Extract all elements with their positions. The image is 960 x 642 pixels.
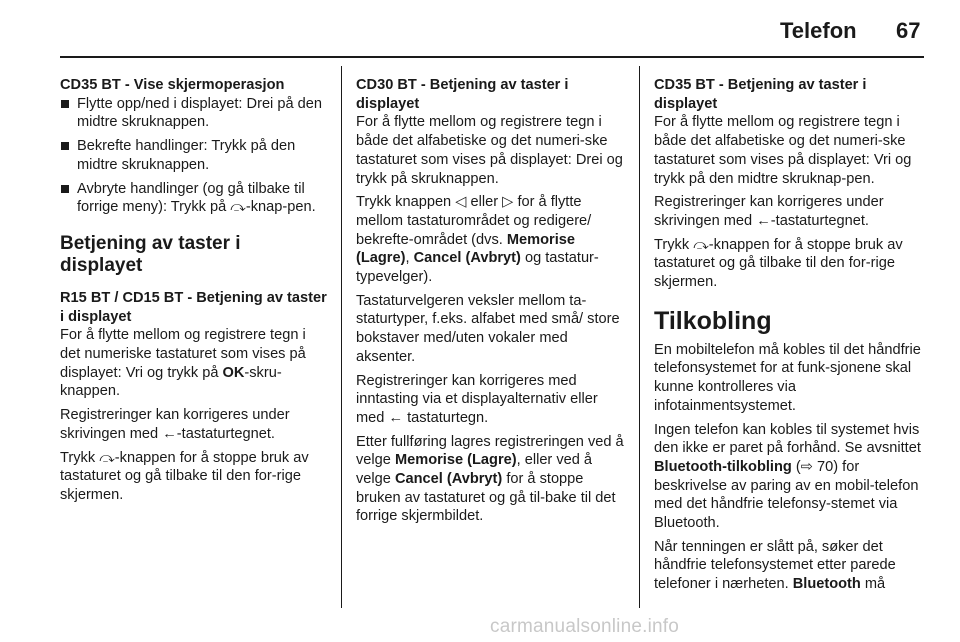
paragraph: En mobiltelefon må kobles til det håndfrie telefonsystemet for at funk-sjonene skal kunne kontrolleres via infotainmentsystemet. <box>654 341 921 414</box>
paragraph: Etter fullføring lagres registreringen ved å velge Memorise (Lagre), eller ved å velge Cancel (Avbryt) for å stoppe bruken av tastaturet og gå til-bake til det forrige skjermbildet. <box>356 433 624 525</box>
sub-heading: R15 BT / CD15 BT - Betjening av taster i displayet <box>60 289 327 325</box>
paragraph: Når tenningen er slått på, søker det håndfrie telefonsystemet etter parede telefoner i nærheten. Bluetooth må <box>654 538 896 593</box>
paragraph: Registreringer kan korrigeres under skrivingen med ←-tastaturtegnet. <box>60 407 290 442</box>
paragraph: Trykk knappen ◁ eller ▷ for å flytte mellom tastaturområdet og redigere/ bekrefte-området (dvs. Memorise (Lagre), Cancel (Avbryt) og tastatur-typevelger). <box>356 194 599 286</box>
back-icon: ⤼ <box>693 236 709 253</box>
bullet-item: Avbryte handlinger (og gå tilbake til forrige meny): Trykk på ⤼-knap-pen. <box>60 180 328 217</box>
right-arrow-icon: ▷ <box>502 194 514 211</box>
column-3 <box>654 76 926 594</box>
back-icon: ⤼ <box>99 449 115 466</box>
bullet-item: Bekrefte handlinger: Trykk på den midtre skruknappen. <box>60 137 328 174</box>
section-title: Betjening av taster i displayet <box>60 232 241 276</box>
paragraph: Trykk ⤼-knappen for å stoppe bruk av tastaturet og gå tilbake til den for-rige skjermen. <box>60 449 309 503</box>
watermark: carmanualsonline.info <box>490 616 680 637</box>
section-title: Tilkobling <box>654 306 772 335</box>
paragraph: Trykk ⤼-knappen for å stoppe bruk av tastaturet og gå tilbake til den for-rige skjermen. <box>654 236 903 291</box>
column-2 <box>356 76 626 526</box>
paragraph: Ingen telefon kan kobles til systemet hvis den ikke er paret på forhånd. Se avsnittet Bluetooth-tilkobling (⇨ 70) for beskrivelse av paring av en mobil-telefon med det håndfrie telefonsy-stemet via Bluetooth. <box>654 421 921 532</box>
bullet-item: Flytte opp/ned i displayet: Drei på den midtre skruknappen. <box>60 95 328 132</box>
page-title: Telefon <box>780 18 857 43</box>
paragraph: Registreringer kan korrigeres under skrivingen med ←-tastaturtegnet. <box>654 194 884 229</box>
header-divider <box>60 56 924 58</box>
sub-heading: CD35 BT - Betjening av taster i displayet <box>654 77 867 112</box>
left-arrow-icon: ◁ <box>455 194 467 211</box>
column-divider-2 <box>639 66 640 608</box>
bullet-list <box>60 95 328 217</box>
paragraph: For å flytte mellom og registrere tegn i det numeriske tastaturet som vises på displayet: Vri og trykk på OK-skru-knappen. <box>60 327 306 400</box>
sub-heading: CD30 BT - Betjening av taster i displayet <box>356 77 569 112</box>
bluetooth-link: Bluetooth-tilkobling <box>654 458 792 475</box>
page-reference-icon: ⇨ <box>800 458 813 475</box>
intro-heading: CD35 BT - Vise skjermoperasjon <box>60 77 285 93</box>
back-icon: ⤼ <box>230 199 246 216</box>
paragraph: Tastaturvelgeren veksler mellom ta-staturtyper, f.eks. alfabet med små/ store bokstaver med/uten vokaler med aksenter. <box>356 292 620 365</box>
paragraph: Registreringer kan korrigeres med inntasting via et displayalternativ eller med ← tastaturtegn. <box>356 372 598 426</box>
paragraph: For å flytte mellom og registrere tegn i både det alfabetiske og det numeri-ske tastaturet som vises på displayet: Vri og trykk på den midtre skruknap-pen. <box>654 114 912 187</box>
column-divider-1 <box>341 66 342 608</box>
column-1 <box>60 76 328 505</box>
ok-label: OK <box>222 364 245 381</box>
page-number: 67 <box>896 18 921 43</box>
paragraph: For å flytte mellom og registrere tegn i både det alfabetiske og det numeri-ske tastaturet som vises på displayet: Drei og trykk på skruknappen. <box>356 114 623 187</box>
